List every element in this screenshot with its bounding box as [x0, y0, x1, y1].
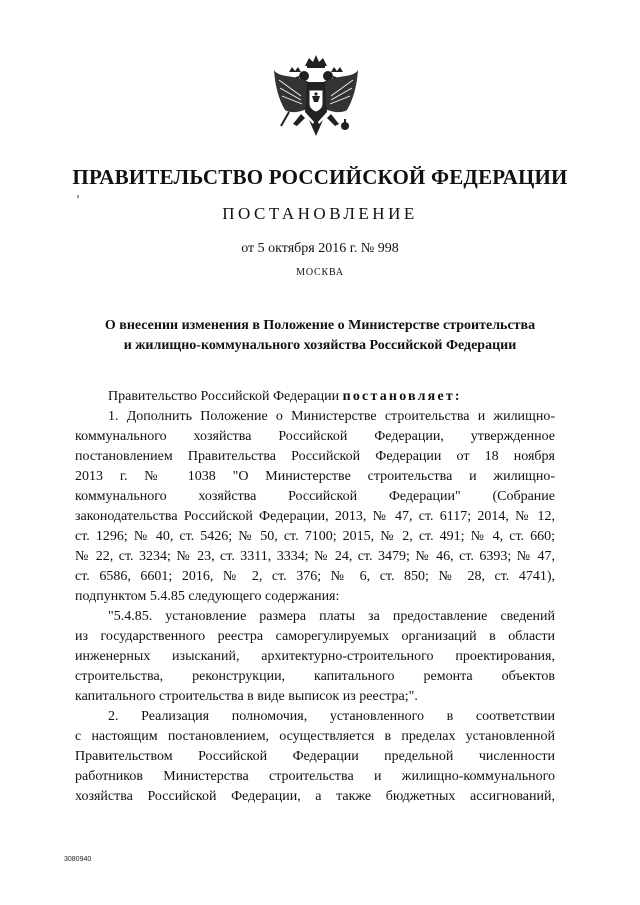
text-line: 1. Дополнить Положение о Министерстве строительства и жилищно-	[108, 409, 555, 424]
text-line: 2. Реализация полномочия, установленного в соответствии	[108, 709, 555, 724]
text-line: коммунального хозяйства Российской Федерации, утвержденное	[75, 429, 555, 444]
text-line: работников Министерства строительства и жилищно-коммунального	[75, 769, 555, 784]
document-code: 3080940	[64, 856, 92, 863]
subject-line: и жилищно-коммунального хозяйства Российской Федерации	[123, 338, 517, 353]
text-line: № 22, ст. 3234; № 23, ст. 3311, 3334; № 24, ст. 3479; № 46, ст. 6393; № 47,	[75, 549, 555, 564]
subject-line: О внесении изменения в Положение о Министерстве строительства	[104, 318, 536, 333]
city: МОСКВА	[296, 267, 344, 278]
text-line: Правительством Российской Федерации предельной численности	[75, 749, 555, 764]
text-line: 2013 г. № 1038 "О Министерстве строительства и жилищно-	[75, 469, 555, 484]
text-line: постановлением Правительства Российской Федерации от 18 ноября	[75, 449, 555, 464]
text-line: с настоящим постановлением, осуществляется в пределах установленной	[75, 729, 555, 744]
date-and-number: от 5 октября 2016 г. № 998	[241, 241, 399, 256]
text-line: капитального строительства в виде выписок из реестра;".	[75, 689, 418, 704]
document-type: ПОСТАНОВЛЕНИЕ	[222, 204, 418, 223]
text-line: из государственного реестра саморегулируемых организаций в области	[75, 629, 555, 644]
text-line: подпунктом 5.4.85 следующего содержания:	[75, 589, 340, 604]
decree-subject	[60, 316, 580, 356]
preamble-decree-word: постановляет:	[342, 389, 462, 404]
text-line: законодательства Российской Федерации, 2013, № 47, ст. 6117; 2014, № 12,	[75, 509, 555, 524]
text-line: строительства, реконструкции, капитального ремонта объектов	[75, 669, 555, 684]
government-title: ПРАВИТЕЛЬСТВО РОССИЙСКОЙ ФЕДЕРАЦИИ	[72, 165, 568, 189]
text-line: "5.4.85. установление размера платы за предоставление сведений	[108, 609, 555, 624]
scan-speck	[77, 195, 79, 198]
preamble-text: Правительство Российской Федерации	[108, 389, 343, 404]
preamble	[75, 387, 555, 407]
text-line: ст. 1296; № 40, ст. 5426; № 50, ст. 7100; 2015, № 2, ст. 491; № 4, ст. 660;	[75, 529, 555, 544]
text-line: хозяйства Российской Федерации, а также бюджетных ассигнований,	[75, 789, 555, 804]
text-line: инженерных изысканий, архитектурно-строительного проектирования,	[75, 649, 555, 664]
body-lines	[75, 407, 555, 807]
text-line: коммунального хозяйства Российской Федерации" (Собрание	[75, 489, 555, 504]
text-line: ст. 6586, 6601; 2016, № 2, ст. 376; № 6, ст. 850; № 28, ст. 4741),	[75, 569, 555, 584]
coat-of-arms-emblem	[271, 52, 361, 148]
decree-body	[75, 387, 555, 807]
